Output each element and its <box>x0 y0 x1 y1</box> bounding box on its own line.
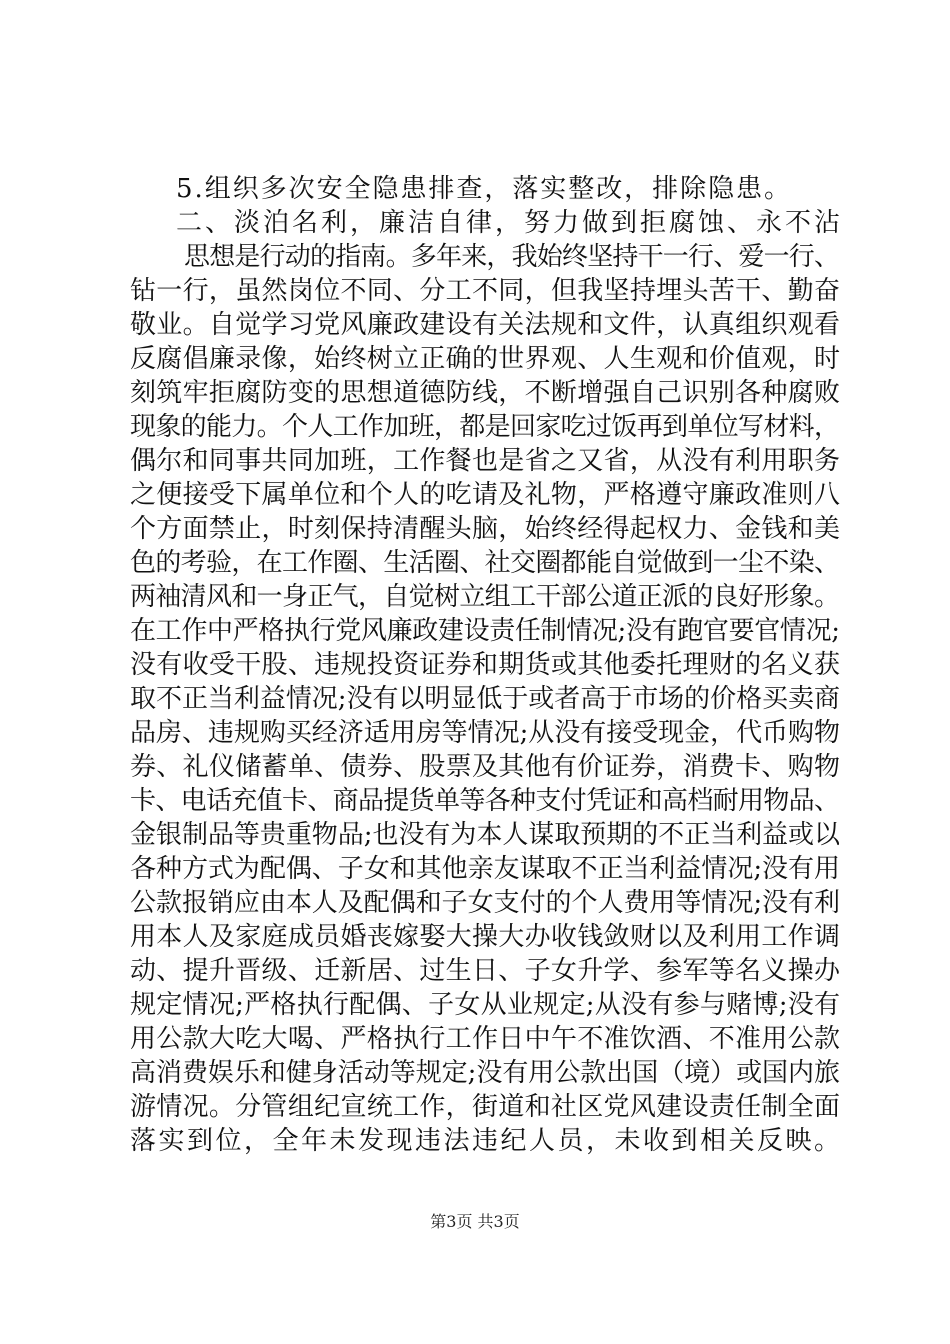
text-line-5: 敬业。自觉学习党风廉政建设有关法规和文件，认真组织观看 <box>130 310 841 340</box>
text-line-26: 用公款大吃大喝、严格执行工作日中午不准饮酒、不准用公款 <box>130 1024 841 1054</box>
text-line-12: 色的考验，在工作圈、生活圈、社交圈都能自觉做到一尘不染、 <box>130 548 840 578</box>
text-line-3: 思想是行动的指南。多年来，我始终坚持干一行、爱一行、 <box>184 242 840 272</box>
text-line-24: 动、提升晋级、迁新居、过生日、子女升学、参军等名义操办 <box>130 956 841 986</box>
text-line-25: 规定情况;严格执行配偶、子女从业规定;从没有参与赌博;没有 <box>130 990 841 1020</box>
text-line-22: 公款报销应由本人及配偶和子女支付的个人费用等情况;没有利 <box>130 888 840 918</box>
text-line-13: 两袖清风和一身正气，自觉树立组工干部公道正派的良好形象。 <box>130 582 840 612</box>
page-footer: 第3页 共3页 <box>430 1212 520 1231</box>
text-line-10: 之便接受下属单位和个人的吃请及礼物，严格遵守廉政准则八 <box>130 480 841 510</box>
text-line-23: 用本人及家庭成员婚丧嫁娶大操大办收钱敛财以及利用工作调 <box>130 922 841 952</box>
text-line-18: 券、礼仪储蓄单、债券、股票及其他有价证券，消费卡、购物 <box>130 752 841 782</box>
text-line-15: 没有收受干股、违规投资证券和期货或其他委托理财的名义获 <box>130 650 841 680</box>
text-line-28: 游情况。分管组纪宣统工作，街道和社区党风建设责任制全面 <box>130 1092 841 1122</box>
text-line-6: 反腐倡廉录像，始终树立正确的世界观、人生观和价值观，时 <box>130 344 841 374</box>
text-line-8: 现象的能力。个人工作加班，都是回家吃过饭再到单位写材料， <box>130 412 840 442</box>
text-line-27: 高消费娱乐和健身活动等规定;没有用公款出国（境）或国内旅 <box>130 1058 840 1088</box>
text-line-7: 刻筑牢拒腐防变的思想道德防线，不断增强自己识别各种腐败 <box>130 378 841 408</box>
text-line-21: 各种方式为配偶、子女和其他亲友谋取不正当利益情况;没有用 <box>130 854 840 884</box>
text-line-9: 偶尔和同事共同加班，工作餐也是省之又省，从没有利用职务 <box>130 446 841 476</box>
text-line-20: 金银制品等贵重物品;也没有为本人谋取预期的不正当利益或以 <box>130 820 840 850</box>
section-heading: 二、淡泊名利，廉洁自律，努力做到拒腐蚀、永不沾 <box>176 208 843 238</box>
text-line-14: 在工作中严格执行党风廉政建设责任制情况;没有跑官要官情况; <box>130 616 840 646</box>
text-line-1: 5.组织多次安全隐患排查，落实整改，排除隐患。 <box>176 174 792 204</box>
text-line-16: 取不正当利益情况;没有以明显低于或者高于市场的价格买卖商 <box>130 684 840 714</box>
text-line-11: 个方面禁止，时刻保持清醒头脑，始终经得起权力、金钱和美 <box>130 514 841 544</box>
text-line-19: 卡、电话充值卡、商品提货单等各种支付凭证和高档耐用物品、 <box>130 786 840 816</box>
text-line-4: 钻一行，虽然岗位不同、分工不同，但我坚持埋头苦干、勤奋 <box>130 276 841 306</box>
text-line-29: 落实到位，全年未发现违法违纪人员，未收到相关反映。 <box>130 1126 843 1156</box>
text-line-17: 品房、违规购买经济适用房等情况;从没有接受现金，代币购物 <box>130 718 840 748</box>
